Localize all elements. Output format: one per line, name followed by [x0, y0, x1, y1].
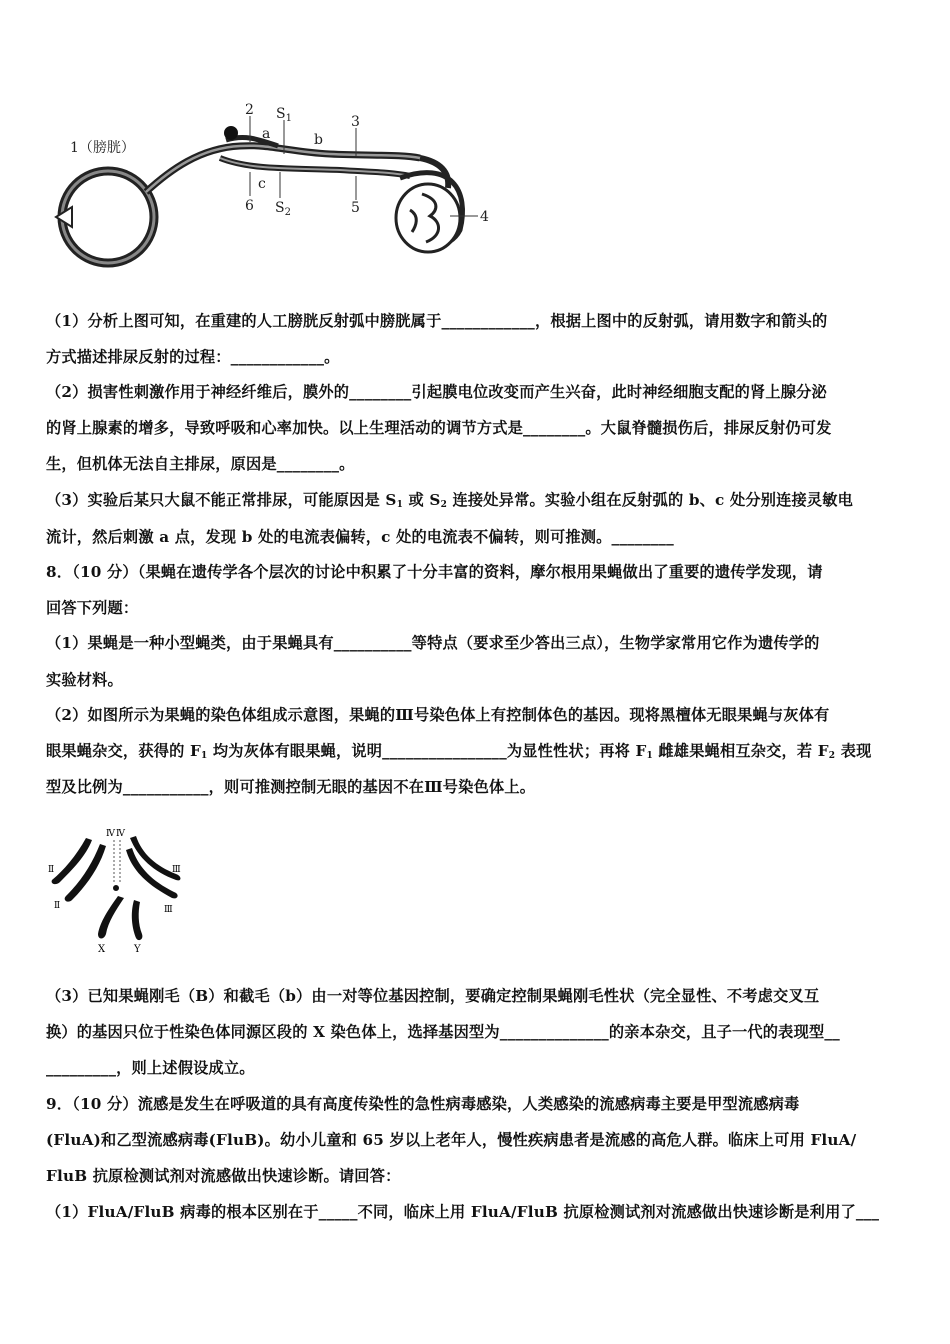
label-y: Y	[134, 944, 141, 955]
nerve-fibers	[146, 138, 448, 192]
q9-part1-line1: （1）FluA/FluB 病毒的根本区别在于_____不同，临床上用 FluA/FluB 抗原检测试剂对流感做出快速诊断是利用了___	[46, 1203, 880, 1221]
label-x: X	[98, 944, 106, 955]
label-a: a	[262, 126, 271, 142]
q8-intro-line1: 8．（10 分）（果蝇在遗传学各个层次的讨论中积累了十分丰富的资料，摩尔根用果蝇做出了重要的遗传学发现，请	[46, 563, 823, 581]
q7-part2-line3: 生，但机体无法自主排尿，原因是________。	[46, 455, 355, 473]
q8-part3-line3: _________，则上述假设成立。	[46, 1059, 255, 1077]
q9-intro-line2: (FluA)和乙型流感病毒(FluB)。幼小儿童和 65 岁以上老年人，慢性疾病患者是流感的高危人群。临床上可用 FluA/	[46, 1131, 857, 1149]
q8-part1-line2: 实验材料。	[46, 671, 123, 689]
q8-intro-line2: 回答下列题：	[46, 599, 139, 617]
label-chr2-a: Ⅱ	[48, 865, 55, 875]
label-2: 2	[245, 102, 254, 118]
q8-part2-line1: （2）如图所示为果蝇的染色体组成示意图，果蝇的Ⅲ号染色体上有控制体色的基因。现将黑檀体无眼果蝇与灰体有	[46, 706, 830, 724]
label-chr3-a: Ⅲ	[172, 865, 181, 875]
q7-part3-line1: （3）实验后某只大鼠不能正常排尿，可能原因是 $S_1$ 或 $S_2$ 连接处异常。实验小组在反射弧的 b、c 处分别连接灵敏电	[46, 491, 854, 510]
label-6: 6	[245, 198, 254, 214]
label-chr4-b: Ⅳ	[116, 829, 125, 839]
spinal-cord-shape	[396, 173, 463, 252]
bladder-shape	[56, 171, 154, 263]
q8-part2-line3: 型及比例为___________，则可推测控制无眼的基因不在Ⅲ号染色体上。	[46, 778, 536, 796]
q7-part1-line2: 方式描述排尿反射的过程：____________。	[46, 348, 340, 366]
label-chr3-b: Ⅲ	[164, 905, 173, 915]
q8-part3-line1: （3）已知果蝇刚毛（B）和截毛（b）由一对等位基因控制，要确定控制果蝇刚毛性状（完全显性、不考虑交叉互	[46, 987, 820, 1005]
q7-part1-line1: （1）分析上图可知，在重建的人工膀胱反射弧中膀胱属于____________，根据上图中的反射弧，请用数字和箭头的	[46, 312, 828, 330]
q8-part1-line1: （1）果蝇是一种小型蝇类，由于果蝇具有__________等特点（要求至少答出三点），生物学家常用它作为遗传学的	[46, 634, 820, 652]
label-chr2-b: Ⅱ	[54, 901, 61, 911]
reflex-arc-figure	[50, 100, 510, 280]
label-c: c	[258, 176, 266, 192]
q7-part2-line2: 的肾上腺素的增多，导致呼吸和心率加快。以上生理活动的调节方式是________。大鼠脊髓损伤后，排尿反射仍可发	[46, 419, 832, 437]
q9-intro-line3: FluB 抗原检测试剂对流感做出快速诊断。请回答：	[46, 1167, 401, 1185]
label-b: b	[314, 132, 323, 148]
q7-part2-line1: （2）损害性刺激作用于神经纤维后，膜外的________引起膜电位改变而产生兴奋，此时神经细胞支配的肾上腺分泌	[46, 383, 827, 401]
ganglion-dot	[224, 126, 238, 140]
q9-intro-line1: 9．（10 分）流感是发生在呼吸道的具有高度传染性的急性病毒感染，人类感染的流感病毒主要是甲型流感病毒	[46, 1095, 800, 1113]
label-4: 4	[480, 209, 489, 225]
label-s1: $S_1$	[276, 106, 292, 124]
q8-part2-line2: 眼果蝇杂交，获得的 $F_1$ 均为灰体有眼果蝇，说明________________为显性性状；再将 $F_1$ 雌雄果蝇相互杂交，若 $F_2$ 表现	[46, 742, 872, 761]
chromosome-shapes	[52, 836, 181, 940]
drosophila-chromosome-figure	[46, 826, 196, 956]
label-chr4-a: Ⅳ	[106, 829, 115, 839]
q7-part3-line2: 流计，然后刺激 a 点，发现 b 处的电流表偏转，c 处的电流表不偏转，则可推测。________	[46, 528, 674, 546]
label-3: 3	[351, 114, 360, 130]
label-s2: $S_2$	[275, 200, 291, 218]
label-5: 5	[351, 200, 360, 216]
q8-part3-line2: 换）的基因只位于性染色体同源区段的 X 染色体上，选择基因型为______________的亲本杂交，且子一代的表现型__	[46, 1023, 840, 1041]
label-bladder: 1（膀胱）	[70, 140, 135, 156]
